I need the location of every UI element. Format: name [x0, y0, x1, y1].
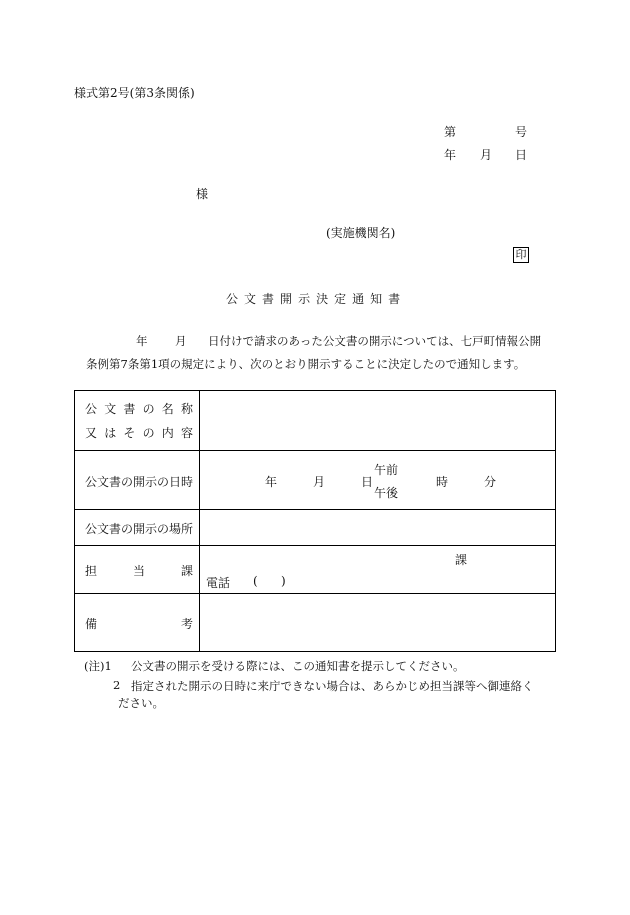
label-char: 公	[85, 402, 98, 416]
table-row-document-name	[75, 391, 555, 451]
title-char: 書	[388, 292, 401, 306]
section-ka: 課	[455, 553, 468, 567]
title-char: 公	[226, 292, 239, 306]
note2-line1: 指定された開示の日時に来庁できない場合は、あらかじめ担当課等へ御連絡く	[131, 679, 534, 693]
table-row-disclosure-datetime	[75, 451, 555, 510]
phone-paren-open: (	[253, 574, 258, 588]
intro-line1: 日付けで請求のあった公文書の開示については、七戸町情報公開	[208, 334, 542, 348]
title-char: 書	[262, 292, 275, 306]
label-char: 容	[180, 426, 193, 440]
label-char: 当	[132, 564, 145, 578]
doc-number-suffix: 号	[515, 125, 528, 139]
phone-label: 電話	[206, 576, 231, 590]
datetime-year: 年	[265, 475, 278, 489]
datetime-hour: 時	[436, 475, 449, 489]
label-char: 考	[180, 617, 193, 631]
title-char: 定	[334, 292, 347, 306]
title-char: 知	[370, 292, 383, 306]
intro-month: 月	[175, 334, 187, 348]
info-table	[74, 390, 556, 652]
label-char: は	[104, 426, 117, 440]
doc-date-year: 年	[444, 148, 457, 162]
label-char: 文	[104, 402, 117, 416]
label-char: 名	[161, 402, 174, 416]
doc-date-month: 月	[480, 148, 493, 162]
doc-number-prefix: 第	[444, 125, 457, 139]
document-title	[226, 290, 400, 307]
label-char: 内	[161, 426, 174, 440]
title-char: 開	[280, 292, 293, 306]
label-char: 課	[180, 564, 193, 578]
note2-prefix: 2	[113, 678, 121, 692]
note1-text: 公文書の開示を受ける際には、この通知書を提示してください。	[131, 659, 465, 673]
datetime-month: 月	[313, 475, 326, 489]
phone-paren-close: )	[281, 574, 286, 588]
doc-date-day: 日	[515, 148, 528, 162]
datetime-day: 日	[361, 475, 374, 489]
title-char: 通	[352, 292, 365, 306]
label-char: 又	[85, 426, 98, 440]
label-char: の	[142, 426, 155, 440]
datetime-minute: 分	[484, 475, 497, 489]
datetime-label: 公文書の開示の日時	[85, 475, 194, 489]
datetime-pm: 午後	[374, 486, 399, 500]
doc-name-label-line1	[85, 400, 193, 417]
datetime-am: 午前	[374, 463, 399, 477]
label-char: そ	[123, 426, 136, 440]
label-char: 称	[180, 402, 193, 416]
section-label	[85, 562, 193, 579]
seal-mark: 印	[513, 247, 529, 263]
addressee-suffix: 様	[196, 187, 209, 201]
table-row-disclosure-place	[75, 510, 555, 546]
label-char: 備	[85, 617, 98, 631]
label-char: の	[142, 402, 155, 416]
label-char: 担	[85, 564, 98, 578]
table-row-responsible-section	[75, 546, 555, 594]
title-char: 文	[244, 292, 257, 306]
label-char: 書	[123, 402, 136, 416]
title-char: 示	[298, 292, 311, 306]
remarks-label	[85, 615, 193, 632]
note2-line2: ださい。	[118, 696, 164, 710]
intro-line2: 条例第7条第1項の規定により、次のとおり開示することに決定したので通知します。	[86, 357, 526, 371]
agency-label: (実施機関名)	[326, 226, 396, 240]
doc-name-label-line2	[85, 424, 193, 441]
table-row-remarks	[75, 594, 555, 652]
place-label: 公文書の開示の場所	[85, 522, 194, 536]
form-number: 様式第2号(第3条関係)	[74, 86, 195, 100]
intro-year: 年	[136, 334, 148, 348]
note1-prefix: (注)1	[84, 659, 112, 673]
title-char: 決	[316, 292, 329, 306]
